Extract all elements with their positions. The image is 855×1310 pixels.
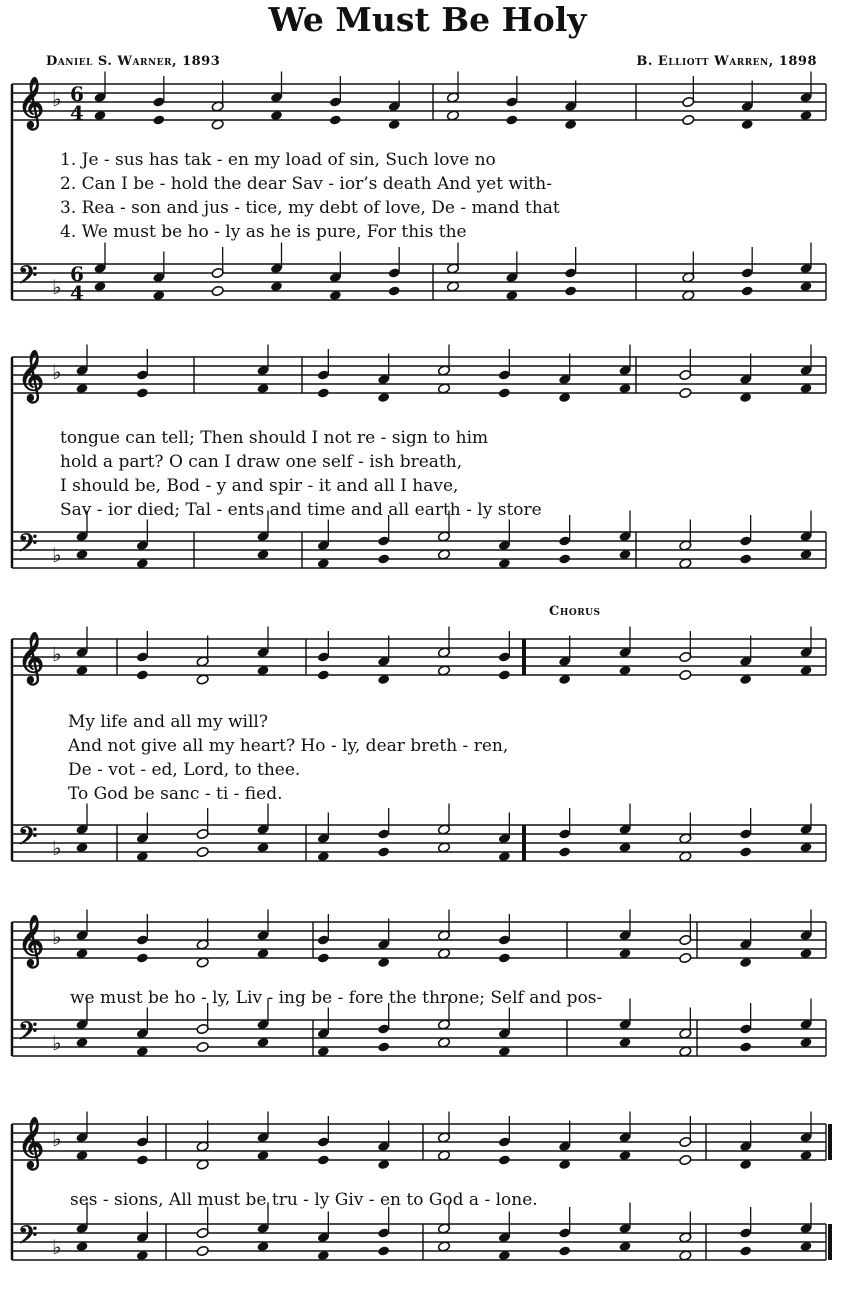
time-signature-bottom: 4 bbox=[70, 281, 84, 305]
note-head bbox=[498, 952, 511, 963]
flat-icon: ♭ bbox=[52, 1127, 62, 1151]
note-head bbox=[136, 387, 149, 398]
flat-icon: ♭ bbox=[52, 87, 62, 111]
note-head bbox=[498, 387, 511, 398]
note-head bbox=[377, 1041, 390, 1052]
treble-clef-icon: 𝄞 bbox=[18, 915, 45, 966]
lyric-line-s4-v1: we must be ho - ly, Liv - ing be - fore the throne; Self and pos- bbox=[70, 988, 603, 1008]
note-head bbox=[558, 846, 571, 857]
flat-icon: ♭ bbox=[52, 275, 62, 299]
treble-clef-icon: 𝄞 bbox=[18, 350, 45, 401]
note-head bbox=[152, 114, 165, 125]
note-head bbox=[741, 285, 754, 296]
music-credit: B. Elliott Warren, 1898 bbox=[636, 54, 817, 69]
words-credit: Daniel S. Warner, 1893 bbox=[46, 54, 221, 69]
lyric-line-s3-v1: My life and all my will? bbox=[68, 712, 268, 732]
bass-clef-icon: 𝄢 bbox=[18, 822, 38, 857]
treble-clef-icon: 𝄞 bbox=[18, 632, 45, 683]
flat-icon: ♭ bbox=[52, 925, 62, 949]
time-signature-top: 6 bbox=[70, 262, 84, 286]
treble-clef-icon: 𝄞 bbox=[18, 1117, 45, 1168]
note-head bbox=[136, 1154, 149, 1165]
bass-clef-icon: 𝄢 bbox=[18, 529, 38, 564]
chorus-label: Chorus bbox=[549, 604, 601, 619]
lyric-line-s1-v2: 2. Can I be - hold the dear Sav - ior’s death And yet with- bbox=[60, 174, 552, 194]
note-head bbox=[505, 114, 518, 125]
note-head bbox=[388, 285, 401, 296]
flat-icon: ♭ bbox=[52, 360, 62, 384]
note-head bbox=[317, 1154, 330, 1165]
note-head bbox=[136, 952, 149, 963]
note-head bbox=[329, 114, 342, 125]
note-head bbox=[317, 669, 330, 680]
flat-icon: ♭ bbox=[52, 1031, 62, 1055]
note-head bbox=[196, 846, 209, 857]
note-head bbox=[377, 1245, 390, 1256]
time-signature-top: 6 bbox=[70, 82, 84, 106]
treble-clef-icon: 𝄞 bbox=[18, 77, 45, 128]
flat-icon: ♭ bbox=[52, 543, 62, 567]
lyric-line-s2-v2: hold a part? O can I draw one self - ish breath, bbox=[60, 452, 463, 472]
note-head bbox=[558, 1245, 571, 1256]
lyric-line-s2-v3: I should be, Bod - y and spir - it and all I have, bbox=[60, 476, 459, 496]
note-head bbox=[739, 553, 752, 564]
note-head bbox=[739, 846, 752, 857]
bass-clef-icon: 𝄢 bbox=[18, 1221, 38, 1256]
lyric-line-s2-v4: Sav - ior died; Tal - ents and time and all earth - ly store bbox=[60, 500, 542, 520]
hymn-title: We Must Be Holy bbox=[268, 0, 587, 39]
note-head bbox=[682, 114, 695, 125]
note-head bbox=[739, 1245, 752, 1256]
note-head bbox=[317, 387, 330, 398]
note-head bbox=[679, 1154, 692, 1165]
note-head bbox=[317, 952, 330, 963]
note-head bbox=[136, 669, 149, 680]
note-head bbox=[498, 669, 511, 680]
lyric-line-s3-v4: To God be sanc - ti - fied. bbox=[68, 784, 283, 804]
lyric-line-s2-v1: tongue can tell; Then should I not re - sign to him bbox=[60, 428, 489, 448]
time-signature-bottom: 4 bbox=[70, 101, 84, 125]
note-head bbox=[211, 285, 224, 296]
note-head bbox=[679, 952, 692, 963]
note-head bbox=[377, 553, 390, 564]
note-head bbox=[739, 1041, 752, 1052]
note-head bbox=[679, 387, 692, 398]
note-head bbox=[196, 1041, 209, 1052]
bass-clef-icon: 𝄢 bbox=[18, 261, 38, 296]
note-head bbox=[558, 553, 571, 564]
note-head bbox=[377, 846, 390, 857]
bass-clef-icon: 𝄢 bbox=[18, 1017, 38, 1052]
lyric-line-s1-v4: 4. We must be ho - ly as he is pure, For this the bbox=[60, 222, 467, 242]
lyric-line-s1-v3: 3. Rea - son and jus - tice, my debt of love, De - mand that bbox=[60, 198, 560, 218]
lyric-line-s3-v2: And not give all my heart? Ho - ly, dear breth - ren, bbox=[68, 736, 509, 756]
note-head bbox=[564, 285, 577, 296]
flat-icon: ♭ bbox=[52, 1235, 62, 1259]
note-head bbox=[498, 1154, 511, 1165]
lyric-line-s3-v3: De - vot - ed, Lord, to thee. bbox=[68, 760, 301, 780]
lyric-line-s1-v1: 1. Je - sus has tak - en my load of sin, Such love no bbox=[60, 150, 496, 170]
note-head bbox=[196, 1245, 209, 1256]
flat-icon: ♭ bbox=[52, 642, 62, 666]
note-head bbox=[679, 669, 692, 680]
lyric-line-s5-v1: ses - sions, All must be tru - ly Giv - en to God a - lone. bbox=[70, 1190, 538, 1210]
flat-icon: ♭ bbox=[52, 836, 62, 860]
